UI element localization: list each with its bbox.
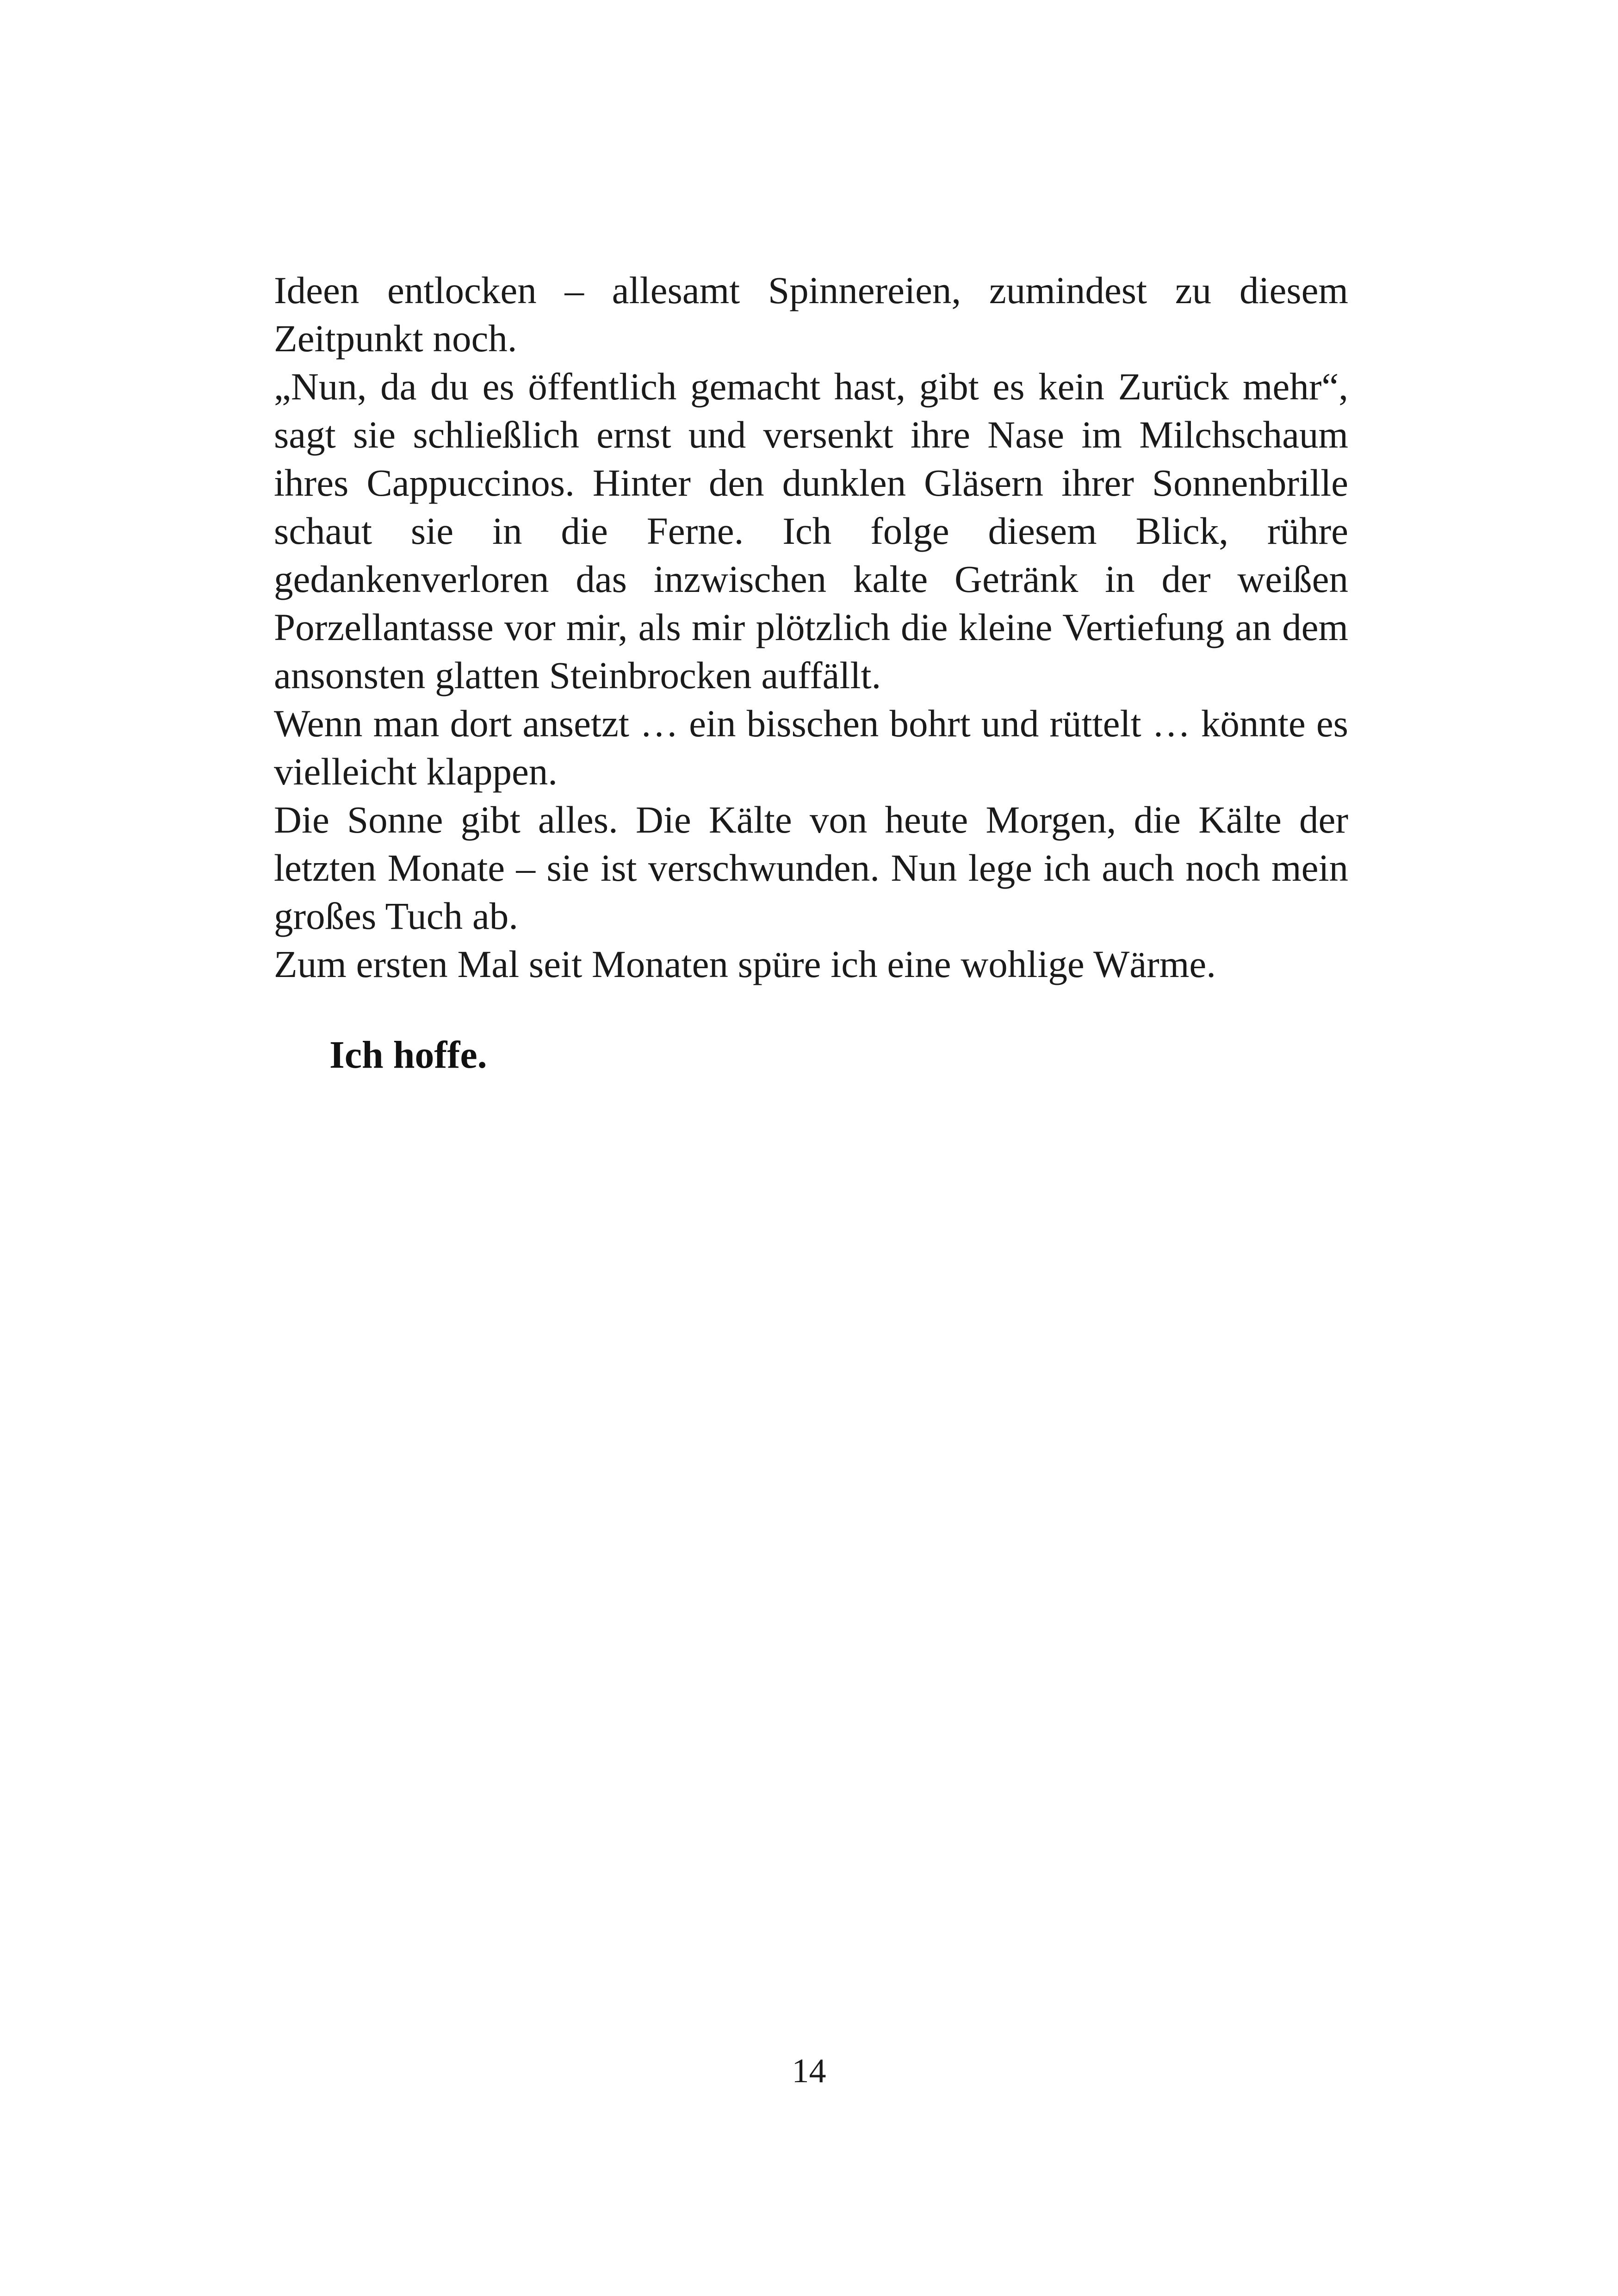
- paragraph-1: Ideen entlocken – allesamt Spinnereien, zumindest zu diesem Zeitpunkt noch.: [274, 269, 1348, 360]
- paragraph-5: Zum ersten Mal seit Monaten spüre ich eine wohlige Wärme.: [274, 943, 1216, 985]
- paragraph-2: „Nun, da du es öffentlich gemacht hast, gibt es kein Zurück mehr“, sagt sie schließlich ernst und versenkt ihre Nase im Milchschaum ihres Cappuccinos. Hinter den dunklen Gläsern ihrer Sonnenbrille schaut sie in die Ferne. Ich folge diesem Blick, rühre gedankenverloren das inzwischen kalte Getränk in der weißen Porzellantasse vor mir, als mir plötzlich die kleine Vertiefung an dem ansonsten glatten Steinbrocken auffällt.: [274, 365, 1348, 697]
- paragraph-4: Die Sonne gibt alles. Die Kälte von heute Morgen, die Kälte der letzten Monate – sie ist verschwunden. Nun lege ich auch noch mein großes Tuch ab.: [274, 798, 1348, 937]
- body-text: [274, 266, 1348, 988]
- paragraph-3: Wenn man dort ansetzt … ein bisschen bohrt und rüttelt … könnte es vielleicht klappen.: [274, 702, 1348, 793]
- closing-line: Ich hoffe.: [329, 1033, 487, 1076]
- page-number: 14: [792, 2052, 826, 2090]
